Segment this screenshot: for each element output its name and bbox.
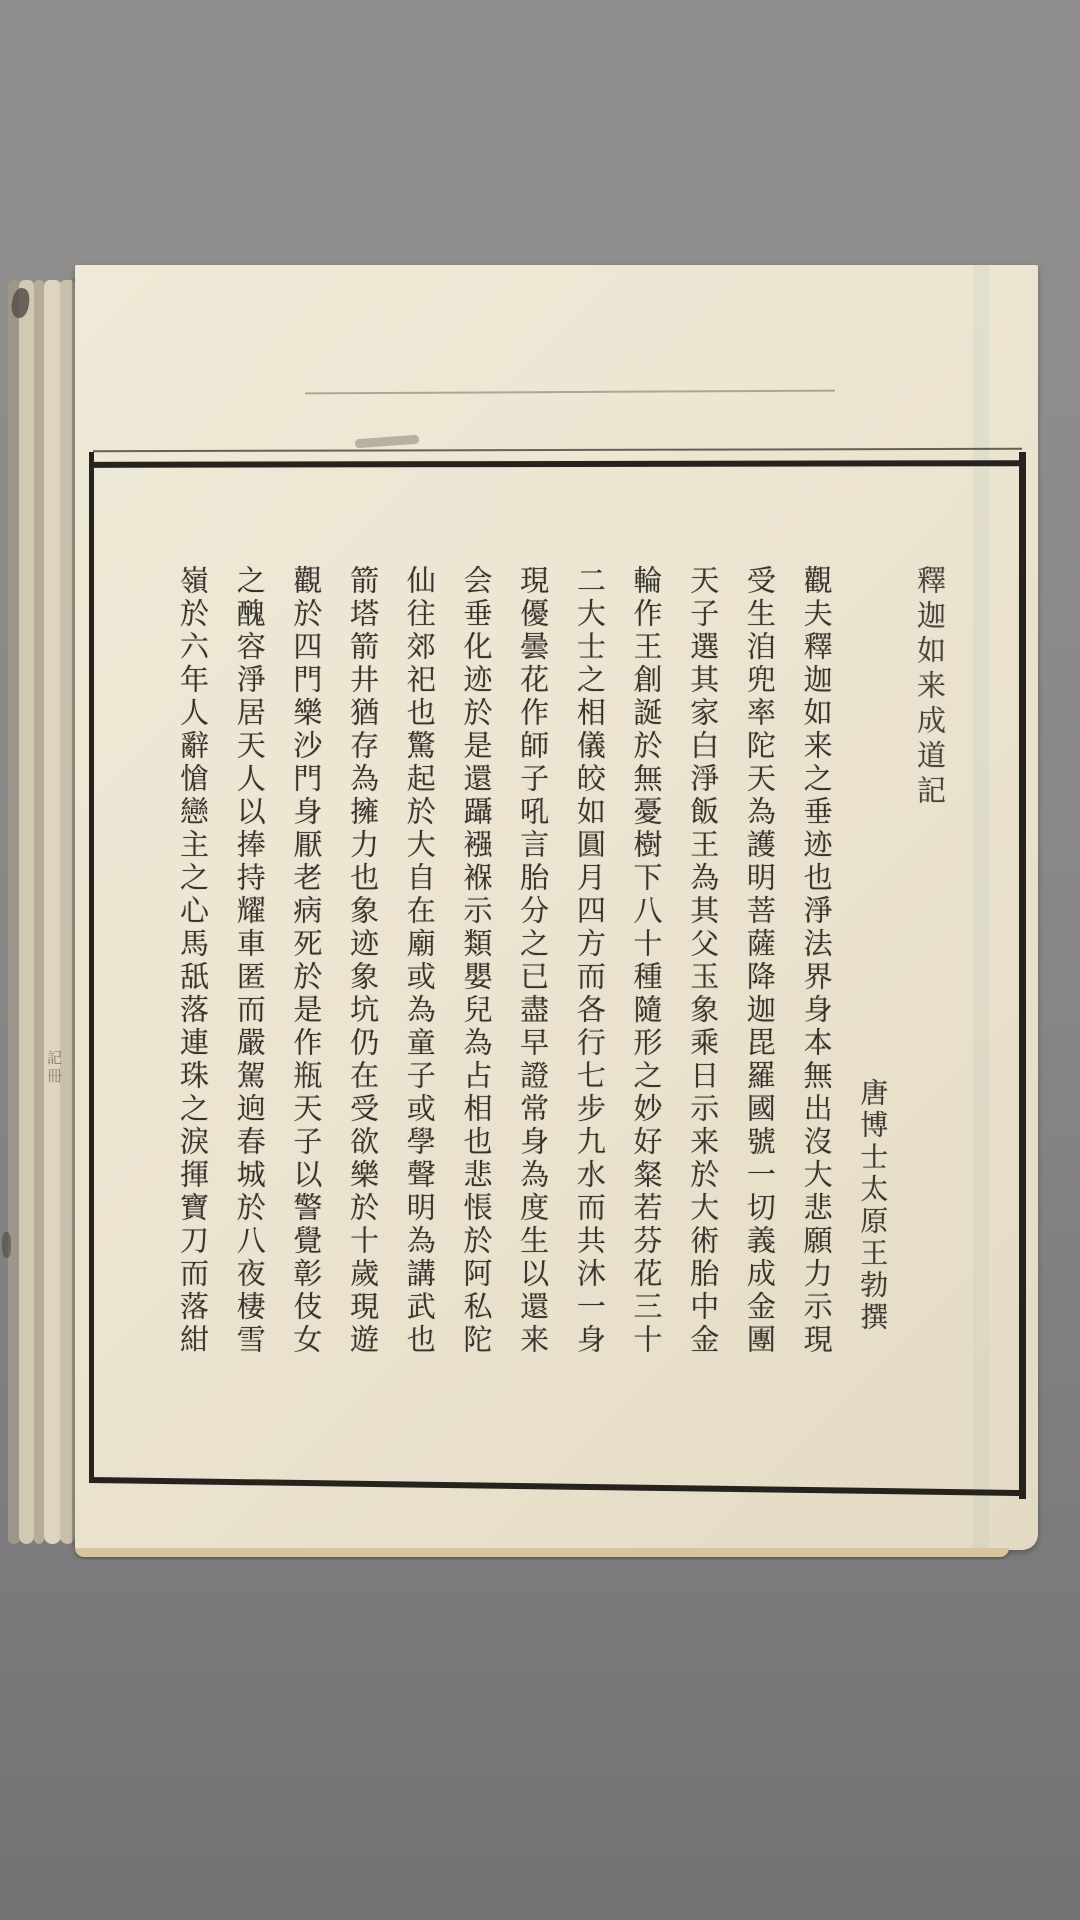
text-column: 受生洎兜率陀天為護明菩薩降迦毘羅國號一切義成金團 [742, 565, 775, 1357]
previous-leaf-edges [8, 280, 75, 1544]
page-title: 釋迦如来成道記 [912, 565, 945, 810]
frame-border-top [91, 460, 1024, 468]
text-column: 輪作王創誕於無憂樹下八十種隨形之妙好粲若芬花三十 [629, 565, 662, 1357]
author-attribution: 唐博士太原王勃撰 [856, 1078, 888, 1334]
frame-border-bottom [89, 1477, 1026, 1496]
text-column: 天子選其家白淨飯王為其父玉象乘日示来於大術胎中金 [686, 565, 719, 1357]
text-column: 之醜容淨居天人以捧持耀車匿而嚴駕逈春城於八夜棲雪 [232, 565, 265, 1357]
leaf-edge-strip [44, 280, 61, 1544]
text-column: 現優曇花作師子吼言胎分之已盡早證常身為度生以還来 [516, 565, 549, 1357]
text-column: 仙往郊祀也驚起於大自在廟或為童子或學聲明為講武也 [402, 565, 435, 1357]
stray-rule-line [305, 390, 835, 395]
frame-border-right [1019, 452, 1026, 1499]
text-column: 觀於四門樂沙門身厭老病死於是作瓶天子以警覺彰伎女 [289, 565, 322, 1357]
stray-ink-mark [355, 435, 419, 448]
book-page [75, 265, 1038, 1550]
volume-edge-label: 記冊 [45, 1050, 61, 1086]
text-block [175, 565, 945, 1377]
leaf-edge-strip [19, 280, 34, 1544]
ink-smudge [2, 1232, 11, 1258]
frame-border-top-thin [93, 448, 1022, 452]
text-column: 嶺於六年人辭愴戀主之心馬舐落連珠之淚揮寶刀而落紺 [176, 565, 208, 1357]
leaf-edge-strip [34, 280, 44, 1544]
text-column: 二大士之相儀皎如圓月四方而各行七步九水而共沐一身 [572, 565, 605, 1357]
scan-artifact-band [973, 265, 989, 1550]
frame-border-left [89, 452, 94, 1482]
text-column: 会垂化迹於是還躡襁褓示類嬰兒為占相也悲悵於阿私陀 [459, 565, 492, 1357]
page-bottom-edge [75, 1548, 1009, 1557]
text-column: 箭塔箭井猶存為擁力也象迹象坑仍在受欲樂於十歲現遊 [346, 565, 379, 1357]
text-column: 觀夫釋迦如来之垂迹也淨法界身本無出沒大悲願力示現 [799, 565, 832, 1357]
